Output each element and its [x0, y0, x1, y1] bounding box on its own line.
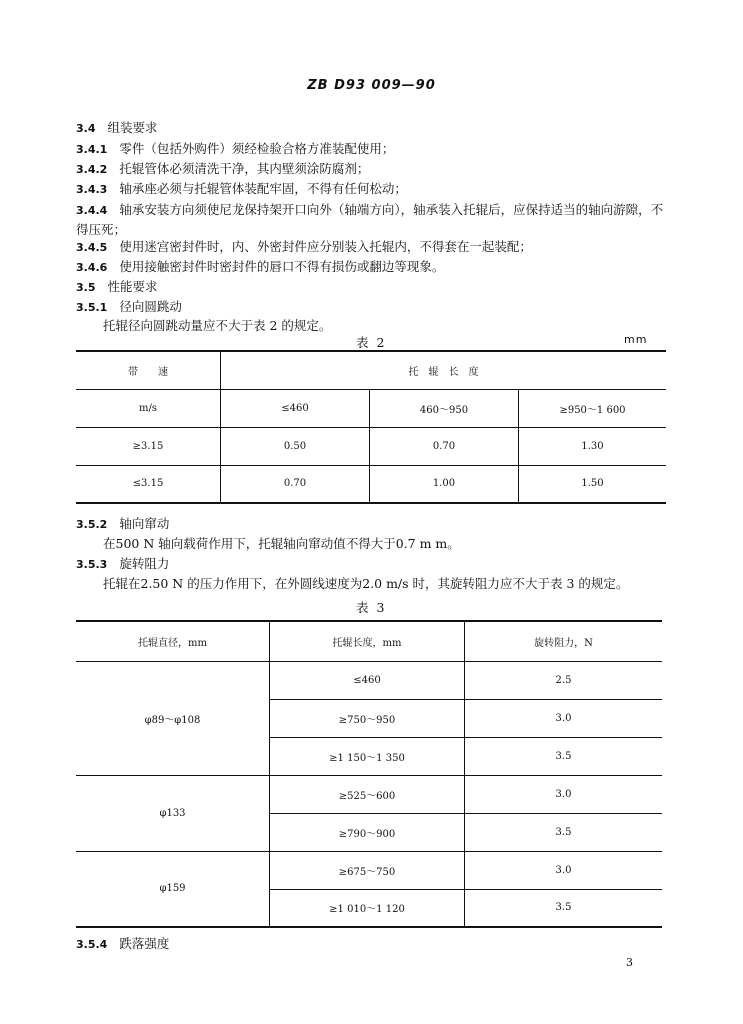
table-cell: φ133	[76, 775, 270, 851]
clause-text: 托辊管体必须清洗干净，其内壁须涂防腐剂；	[119, 161, 370, 176]
clause-3-5-1	[76, 299, 666, 316]
clause-title: 跌落强度	[119, 936, 170, 951]
table-cell: ≥950～1 600	[559, 404, 626, 416]
clause-title: 旋转阻力	[119, 556, 170, 571]
table-cell: 1.00	[370, 465, 519, 503]
clause-3-5-2-body: 在500 N 轴向载荷作用下，托辊轴向窜动值不得大于0.7 m m。	[103, 536, 460, 551]
table-cell: ≥3.15	[76, 427, 221, 465]
table-cell: ≥1 150～1 350	[270, 737, 465, 775]
clause-title: 轴向窜动	[119, 516, 170, 531]
table-3-header-length: 托辊长度，mm	[270, 621, 465, 661]
table-cell: 1.30	[581, 440, 604, 452]
clause-number: 3.5.3	[76, 558, 108, 571]
clause-number: 3.5.4	[76, 938, 108, 951]
table-cell: φ159	[76, 851, 270, 927]
section-title: 组装要求	[107, 120, 158, 135]
table-2	[76, 350, 666, 504]
table-cell: ≥675～750	[270, 851, 465, 889]
clause-text: 轴承安装方向须使尼龙保持架开口向外（轴端方向），轴承装入托辊后，应保持适当的轴向游隙，不得压死；	[76, 202, 664, 237]
table-2-header-length: 托 辊 长 度	[408, 366, 479, 378]
clause-3-5-2	[76, 516, 666, 533]
section-3-5	[76, 279, 666, 296]
table-cell: 0.50	[221, 427, 370, 465]
table-cell: 0.70	[370, 427, 519, 465]
table-row	[76, 661, 662, 699]
table-cell: ≥750～950	[270, 699, 465, 737]
table-cell: ≥525～600	[270, 775, 465, 813]
table-cell: 3.0	[555, 864, 572, 876]
table-row	[76, 427, 666, 465]
table-2-subheader-row	[76, 389, 666, 427]
clause-number: 3.5.1	[76, 301, 108, 314]
clause-number: 3.5.2	[76, 518, 108, 531]
table-cell: 3.5	[555, 750, 572, 762]
clause-3-5-4	[76, 936, 666, 953]
clause-number: 3.4.2	[76, 163, 108, 176]
table-3-header-diameter: 托辊直径，mm	[76, 621, 270, 661]
table-row	[76, 465, 666, 503]
clause-text: 使用接触密封件时密封件的唇口不得有损伤或翻边等现象。	[119, 259, 445, 274]
table-cell: 3.0	[555, 712, 572, 724]
table-2-unit: mm	[624, 333, 648, 346]
table-2-header-row	[76, 351, 666, 389]
clause-number: 3.4.1	[76, 143, 108, 156]
clause-3-4-2	[76, 161, 666, 178]
document-header: ZB D93 009—90	[307, 78, 436, 93]
section-number: 3.4	[76, 122, 96, 135]
section-3-4	[76, 120, 666, 137]
table-cell: 0.70	[221, 465, 370, 503]
clause-3-5-3-body: 托辊在2.50 N 的压力作用下，在外圆线速度为2.0 m/s 时，其旋转阻力应不大于表 3 的规定。	[103, 576, 629, 591]
clause-number: 3.4.5	[76, 241, 108, 254]
clause-text: 零件（包括外购件）须经检验合格方准装配使用；	[119, 141, 395, 156]
table-cell: 3.5	[555, 902, 572, 914]
clause-3-4-3	[76, 181, 666, 198]
page-number: 3	[626, 956, 633, 969]
clause-3-5-1-body: 托辊径向圆跳动量应不大于表 2 的规定。	[103, 318, 332, 333]
clause-number: 3.4.6	[76, 261, 108, 274]
section-number: 3.5	[76, 281, 96, 294]
table-cell: ≤460	[270, 661, 465, 699]
clause-3-4-5	[76, 239, 666, 256]
table-3-header-row	[76, 621, 662, 661]
clause-3-5-3	[76, 556, 666, 573]
table-row	[76, 851, 662, 889]
clause-3-4-6	[76, 259, 666, 276]
table-cell: ≤460	[221, 389, 370, 427]
table-cell: ≤3.15	[76, 465, 221, 503]
table-2-caption: 表 2	[356, 335, 387, 350]
table-3	[76, 620, 662, 928]
table-row	[76, 775, 662, 813]
table-3-header-resistance: 旋转阻力，N	[534, 637, 593, 649]
clause-text: 使用迷宫密封件时，内、外密封件应分别装入托辊内，不得套在一起装配；	[119, 239, 532, 254]
table-cell: m/s	[76, 389, 221, 427]
table-2-header-speed: 带 速	[76, 351, 221, 389]
table-cell: ≥1 010～1 120	[270, 889, 465, 927]
table-cell: 2.5	[555, 674, 572, 686]
table-3-caption: 表 3	[356, 600, 387, 615]
clause-3-4-1	[76, 141, 666, 158]
clause-number: 3.4.3	[76, 183, 108, 196]
table-cell: 460～950	[370, 389, 519, 427]
table-cell: 3.0	[555, 788, 572, 800]
clause-title: 径向圆跳动	[119, 299, 182, 314]
table-cell: φ89～φ108	[76, 661, 270, 775]
clause-3-4-4	[76, 200, 666, 239]
clause-text: 轴承座必须与托辊管体装配牢固，不得有任何松动；	[119, 181, 407, 196]
table-cell: 3.5	[555, 826, 572, 838]
clause-number: 3.4.4	[76, 204, 108, 217]
table-cell: 1.50	[581, 478, 604, 490]
table-cell: ≥790～900	[270, 813, 465, 851]
section-title: 性能要求	[107, 279, 158, 294]
